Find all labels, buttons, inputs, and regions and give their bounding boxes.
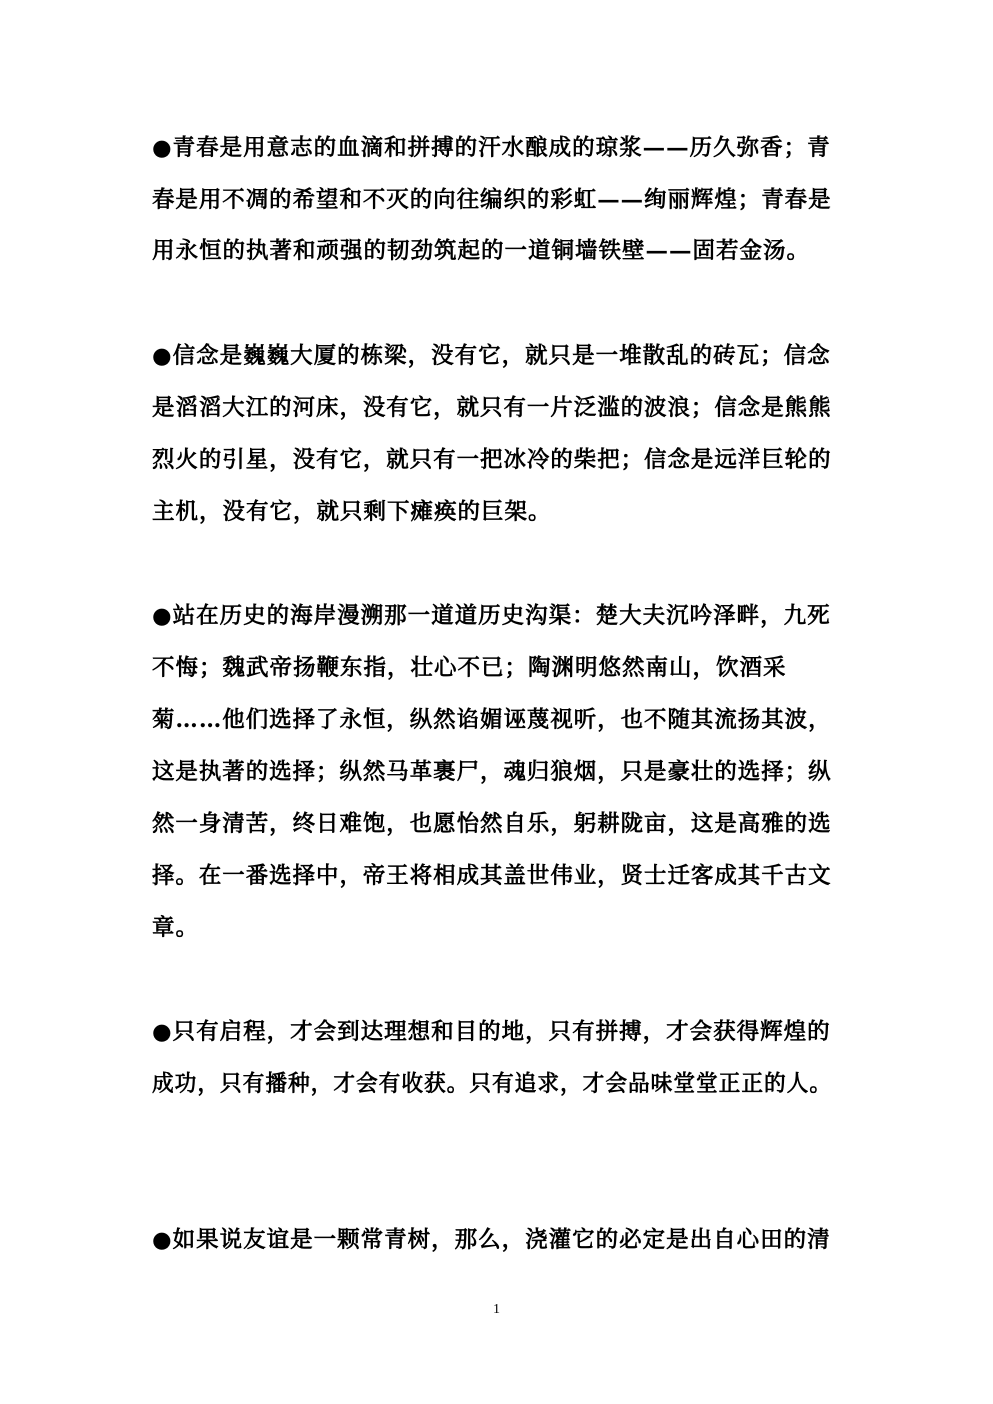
- paragraph-5-line-1: ●如果说友谊是一颗常青树，那么，浇灌它的必定是出自心田的清: [152, 1227, 831, 1253]
- paragraph-1-line-3: 用永恒的执著和顽强的韧劲筑起的一道铜墙铁壁——固若金汤。: [152, 238, 811, 264]
- paragraph-1-line-2: 春是用不凋的希望和不灭的向往编织的彩虹——绚丽辉煌；青春是: [152, 187, 832, 213]
- paragraph-3-line-1: ●站在历史的海岸漫溯那一道道历史沟渠：楚大夫沉吟泽畔，九死: [152, 603, 831, 629]
- paragraph-3-line-5: 然一身清苦，终日难饱，也愿怡然自乐，躬耕陇亩，这是高雅的选: [152, 811, 832, 837]
- paragraph-3-line-6: 择。在一番选择中，帝王将相成其盖世伟业，贤士迁客成其千古文: [152, 863, 832, 889]
- paragraph-2-line-4: 主机，没有它，就只剩下瘫痪的巨架。: [152, 499, 552, 525]
- paragraph-3-line-7: 章。: [152, 915, 200, 941]
- paragraph-3-line-4: 这是执著的选择；纵然马革裹尸，魂归狼烟，只是豪壮的选择；纵: [152, 759, 832, 785]
- paragraph-2-line-2: 是滔滔大江的河床，没有它，就只有一片泛滥的波浪；信念是熊熊: [152, 395, 832, 421]
- paragraph-2-line-3: 烈火的引星，没有它，就只有一把冰冷的柴把；信念是远洋巨轮的: [152, 447, 832, 473]
- page-number: 1: [493, 1302, 500, 1317]
- paragraph-2-line-1: ●信念是巍巍大厦的栋梁，没有它，就只是一堆散乱的砖瓦；信念: [152, 343, 831, 369]
- paragraph-1-line-1: ●青春是用意志的血滴和拼搏的汗水酿成的琼浆——历久弥香；青: [152, 135, 831, 161]
- paragraph-4-line-2: 成功，只有播种，才会有收获。只有追求，才会品味堂堂正正的人。: [152, 1071, 833, 1097]
- paragraph-3-line-3: 菊……他们选择了永恒，纵然谄媚诬蔑视听，也不随其流扬其波，: [152, 707, 832, 733]
- paragraph-4-line-1: ●只有启程，才会到达理想和目的地，只有拼搏，才会获得辉煌的: [152, 1019, 831, 1045]
- paragraph-3-line-2: 不悔；魏武帝扬鞭东指，壮心不已；陶渊明悠然南山，饮酒采: [152, 655, 787, 681]
